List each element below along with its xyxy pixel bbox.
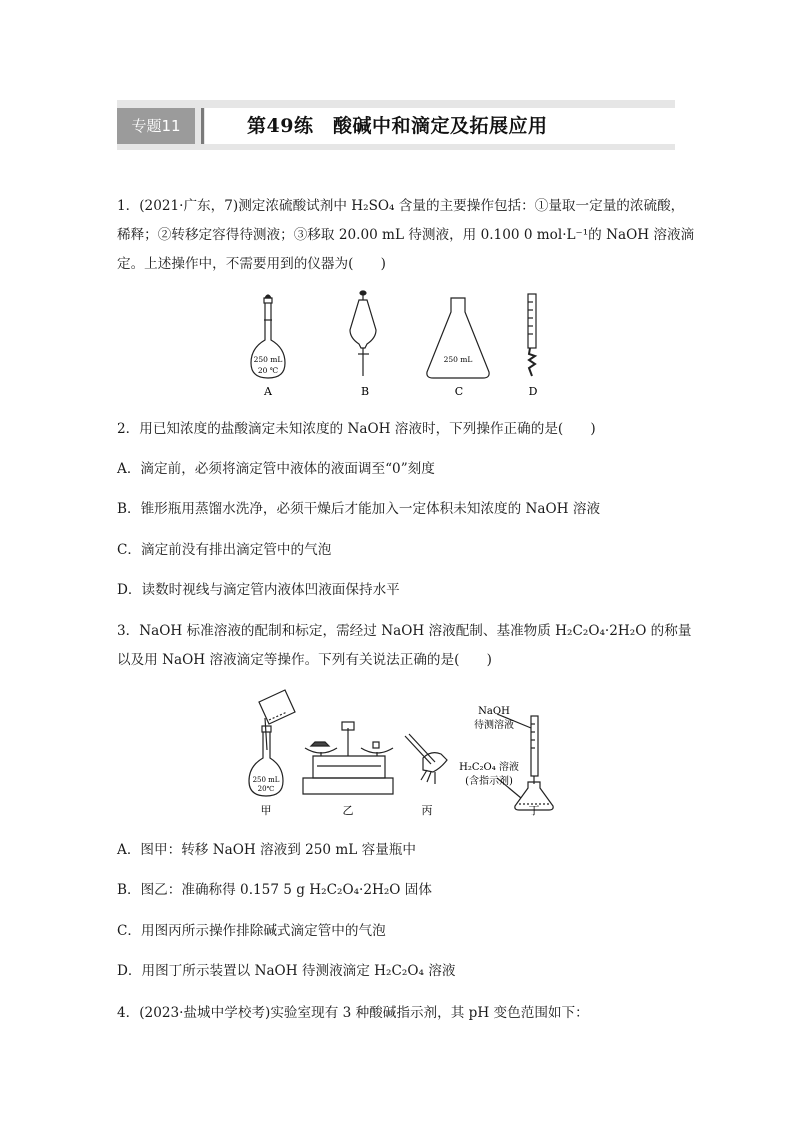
q2-option-d: D．读数时视线与滴定管内液体凹液面保持水平 (117, 582, 400, 598)
q3-oxalic-label: H₂C₂O₄ 溶液 (459, 762, 519, 773)
separatory-funnel-icon (350, 291, 376, 376)
page-title: 第49练 酸碱中和滴定及拓展应用 (247, 115, 548, 137)
q2-stem: 2．用已知浓度的盐酸滴定未知浓度的 NaOH 溶液时，下列操作正确的是( ) (117, 421, 596, 437)
q3-label-jia: 甲 (260, 804, 272, 817)
q3-label-ding: 丁 (528, 804, 540, 817)
q2-option-b: B．锥形瓶用蒸馏水洗净，必须干燥后才能加入一定体积未知浓度的 NaOH 溶液 (117, 501, 601, 517)
section-header (117, 100, 675, 150)
q3-indicator-label: (含指示剂) (465, 776, 513, 787)
q1-line-1: 1．(2021·广东，7)测定浓硫酸试剂中 H₂SO₄ 含量的主要操作包括：①量取一定量的浓硫酸， (117, 198, 685, 214)
burette-icon (528, 294, 536, 376)
conical-flask-icon (427, 298, 489, 378)
q1-label-d: D (528, 385, 538, 398)
q1-label-a: A (264, 385, 272, 398)
beaker-pouring-icon (259, 690, 295, 750)
balance-icon (303, 722, 393, 794)
q2-option-c: C．滴定前没有排出滴定管中的气泡 (117, 542, 332, 558)
q1-label-c: C (454, 385, 464, 398)
q3-label-bing: 丙 (421, 804, 433, 817)
q1-flask-temp: 20 ℃ (257, 366, 279, 375)
bing-hand-burette-icon (405, 734, 447, 784)
q3-option-d: D．用图丁所示装置以 NaOH 待测液滴定 H₂C₂O₄ 溶液 (117, 963, 456, 979)
q3-line-1: 3．NaOH 标准溶液的配制和标定，需经过 NaOH 溶液配制、基准物质 H₂C₂O₄·2H₂O 的称量 (117, 623, 692, 639)
q3-option-a: A．图甲：转移 NaOH 溶液到 250 mL 容量瓶中 (117, 842, 417, 858)
q1-line-2: 稀释；②转移定容得待测液；③移取 20.00 mL 待测液，用 0.100 0 mol·L⁻¹的 NaOH 溶液滴 (117, 227, 695, 243)
q3-apparatus-figure (245, 688, 565, 820)
q3-line-2: 以及用 NaOH 溶液滴定等操作。下列有关说法正确的是( ) (117, 652, 492, 668)
topic-tag: 专题11 (117, 108, 195, 144)
q3-option-c: C．用图丙所示操作排除碱式滴定管中的气泡 (117, 923, 386, 939)
q3-naoh-sub-label: 待测溶液 (474, 720, 514, 731)
q3-flask-temp: 20℃ (257, 785, 275, 793)
q3-option-b: B．图乙：准确称得 0.157 5 g H₂C₂O₄·2H₂O 固体 (117, 882, 432, 898)
q4-stem: 4．(2023·盐城中学校考)实验室现有 3 种酸碱指示剂，其 pH 变色范围如下： (117, 1005, 589, 1021)
header-divider (201, 108, 204, 144)
q1-line-3: 定。上述操作中，不需要用到的仪器为( ) (117, 256, 386, 272)
q3-naoh-label: NaOH (478, 706, 510, 717)
q1-flask-volume: 250 mL (253, 355, 283, 364)
q1-apparatus-figure (245, 290, 555, 402)
q3-label-yi: 乙 (342, 804, 354, 817)
q3-flask-volume: 250 mL (252, 776, 280, 784)
q1-erlen-volume: 250 mL (443, 355, 473, 364)
q2-option-a: A．滴定前，必须将滴定管中液体的液面调至“0”刻度 (117, 461, 435, 477)
q1-label-b: B (360, 385, 370, 398)
